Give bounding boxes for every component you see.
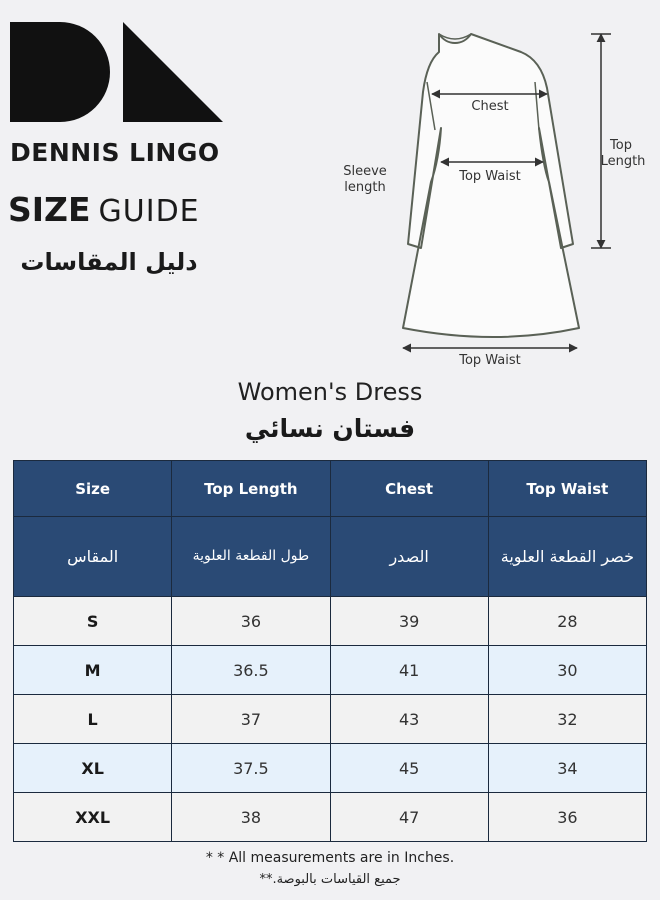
title-guide: GUIDE xyxy=(98,194,200,229)
title-size: SIZE xyxy=(8,190,91,229)
table-row xyxy=(14,793,647,842)
dress-diagram xyxy=(335,20,655,375)
top-waist-label: Top Waist xyxy=(459,169,521,184)
size-guide-title xyxy=(8,190,200,229)
header-size: Size xyxy=(14,461,172,517)
header-top-waist-ar: خصر القطعة العلوية xyxy=(488,517,646,597)
size-guide-title-ar: دليل المقاسات xyxy=(20,248,198,276)
logo-d-shape xyxy=(10,22,110,122)
cell-chest: 47 xyxy=(330,793,488,842)
header-row-en xyxy=(14,461,647,517)
top-length-label-1: Top xyxy=(610,138,632,153)
measurement-note-en: * * All measurements are in Inches. xyxy=(205,850,455,866)
header-top-waist: Top Waist xyxy=(488,461,646,517)
sleeve-label-1: Sleeve xyxy=(343,164,387,179)
header-row-ar xyxy=(14,517,647,597)
header-chest-ar: الصدر xyxy=(330,517,488,597)
cell-top-length: 38 xyxy=(172,793,330,842)
logo-triangle-shape xyxy=(123,22,223,122)
cell-top-waist: 36 xyxy=(488,793,646,842)
cell-top-length: 36.5 xyxy=(172,646,330,695)
cell-chest: 43 xyxy=(330,695,488,744)
cell-top-waist: 34 xyxy=(488,744,646,793)
chest-label: Chest xyxy=(471,99,509,114)
header-top-length: Top Length xyxy=(172,461,330,517)
size-table xyxy=(13,460,647,842)
cell-chest: 45 xyxy=(330,744,488,793)
brand-name: DENNIS LINGO xyxy=(10,138,220,167)
cell-top-waist: 30 xyxy=(488,646,646,695)
table-row xyxy=(14,695,647,744)
cell-chest: 41 xyxy=(330,646,488,695)
bottom-waist-label: Top Waist xyxy=(459,353,521,368)
cell-top-length: 37 xyxy=(172,695,330,744)
cell-top-waist: 28 xyxy=(488,597,646,646)
sleeve-label-2: length xyxy=(344,180,386,195)
product-name-ar: فستان نسائي xyxy=(244,414,416,443)
cell-size: M xyxy=(14,646,172,695)
cell-size: XL xyxy=(14,744,172,793)
cell-size: L xyxy=(14,695,172,744)
top-length-label-2: Length xyxy=(600,154,646,169)
header-top-length-ar: طول القطعة العلوية xyxy=(172,517,330,597)
header-size-ar: المقاس xyxy=(14,517,172,597)
dress-outline xyxy=(403,34,579,337)
product-name-en: Women's Dress xyxy=(237,378,423,406)
header-chest: Chest xyxy=(330,461,488,517)
cell-top-length: 37.5 xyxy=(172,744,330,793)
table-row xyxy=(14,597,647,646)
measurement-note-ar: جميع القياسات بالبوصة.** xyxy=(259,872,401,887)
brand-logo xyxy=(10,22,225,122)
table-row xyxy=(14,744,647,793)
cell-top-length: 36 xyxy=(172,597,330,646)
cell-top-waist: 32 xyxy=(488,695,646,744)
cell-size: S xyxy=(14,597,172,646)
cell-chest: 39 xyxy=(330,597,488,646)
table-row xyxy=(14,646,647,695)
cell-size: XXL xyxy=(14,793,172,842)
